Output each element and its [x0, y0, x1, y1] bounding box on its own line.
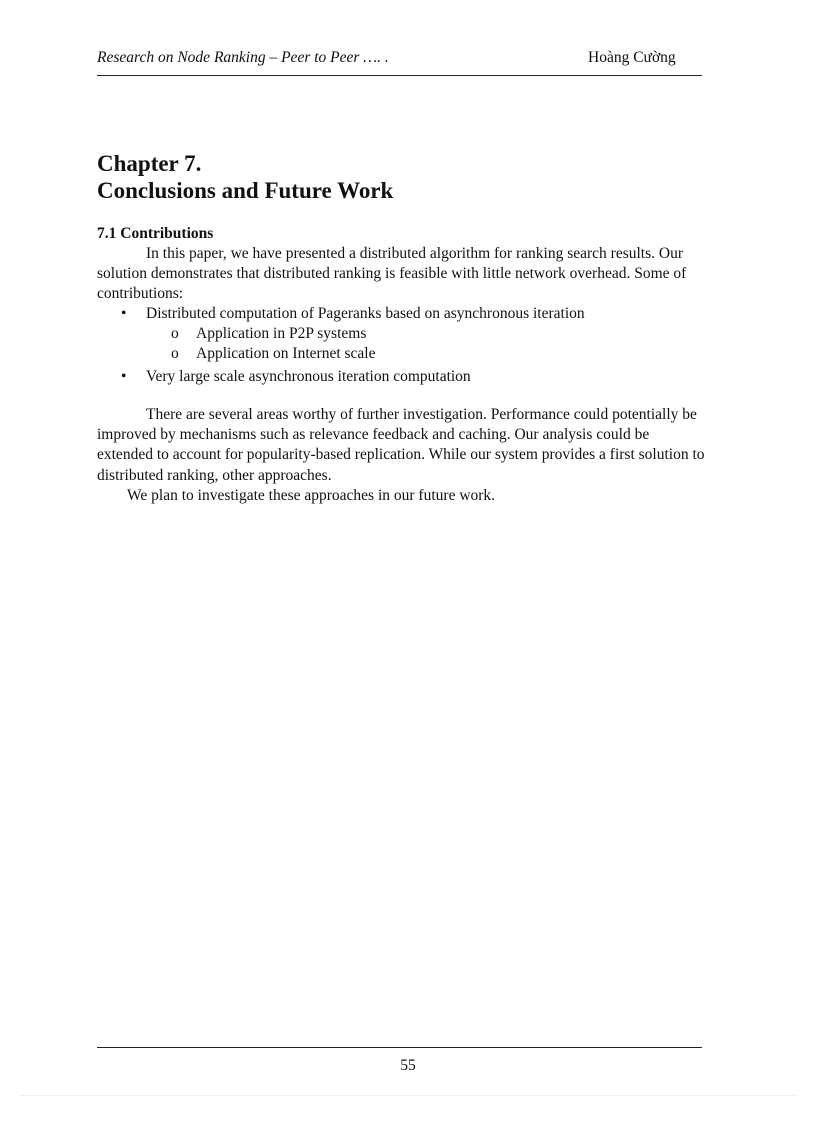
bullet-icon: • — [121, 305, 127, 322]
contributions-list — [97, 304, 709, 387]
list-item — [97, 304, 709, 324]
sub-bullet-icon: o — [171, 325, 179, 343]
chapter-number: Chapter 7. — [97, 151, 202, 176]
list-item-text: Very large scale asynchronous iteration computation — [146, 367, 471, 385]
future-work-block — [97, 405, 709, 506]
header-author: Hoàng Cường — [588, 49, 676, 66]
bullet-icon: • — [121, 367, 127, 385]
header-rule — [97, 75, 702, 76]
section-heading: 7.1 Contributions — [97, 225, 214, 242]
list-item-text: Distributed computation of Pageranks based on asynchronous iteration — [146, 305, 585, 322]
intro-paragraph: In this paper, we have presented a distributed algorithm for ranking search results. Our solution demonstrates that distributed ranking is feasible with little network overhead. Some of contributions: — [97, 245, 687, 303]
list-item — [97, 367, 709, 387]
page-number: 55 — [400, 1057, 416, 1074]
sub-bullet-icon: o — [171, 345, 179, 363]
sub-list-item-text: Application on Internet scale — [196, 345, 376, 363]
sub-list-item — [97, 344, 709, 364]
sub-list-item-text: Application in P2P systems — [196, 325, 367, 343]
sub-list-item — [97, 324, 709, 344]
header-title: Research on Node Ranking – Peer to Peer …. . — [97, 49, 389, 66]
page-edge-dots — [20, 1095, 796, 1096]
chapter-title — [97, 150, 393, 204]
future-work-paragraph: There are several areas worthy of further investigation. Performance could potentially be improved by mechanisms such as relevance feedback and caching. Our analysis could be extended to account for popularity-based replication. While our system provides a first solution to distributed ranking, other approaches. — [97, 406, 705, 484]
footer-rule — [97, 1047, 702, 1048]
chapter-name: Conclusions and Future Work — [97, 178, 394, 203]
closing-paragraph: We plan to investigate these approaches in our future work. — [127, 486, 496, 504]
page-header — [97, 47, 702, 69]
